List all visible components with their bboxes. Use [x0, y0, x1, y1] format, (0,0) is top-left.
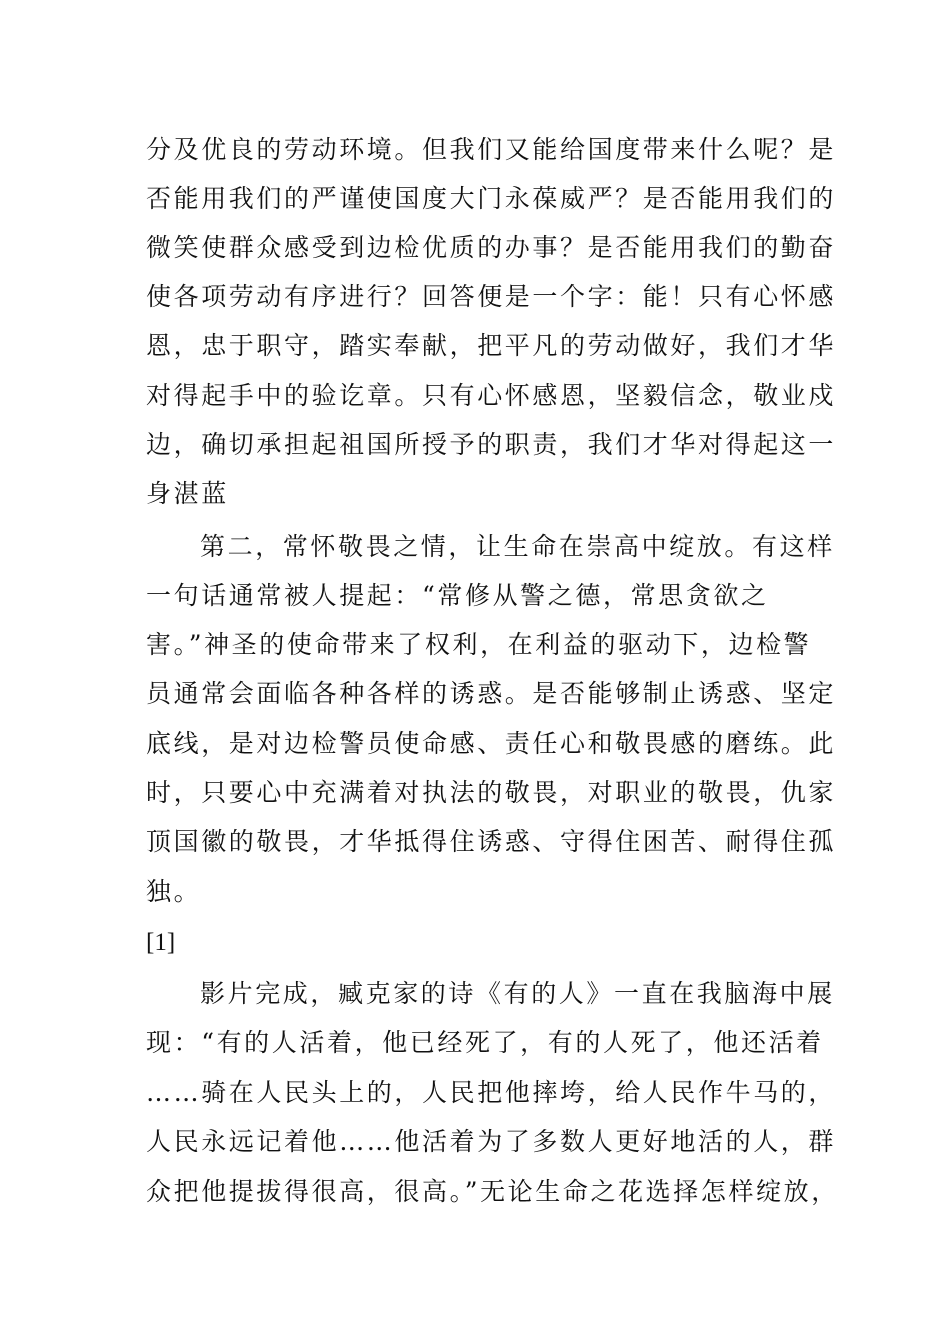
- text-line: 否能用我们的严谨使国度大门永葆威严？是否能用我们的: [146, 184, 837, 213]
- text-line: 顶国徽的敬畏，才华抵得住诱惑、守得住困苦、耐得住孤: [146, 827, 837, 856]
- text-line: 人民永远记着他……他活着为了多数人更好地活的人，群: [146, 1127, 837, 1156]
- text-line: 身湛蓝: [146, 479, 229, 508]
- text-line: 众把他提拔得很高，很高。”无论生命之花选择怎样绽放，: [146, 1177, 839, 1206]
- text-line: 现：“有的人活着，他已经死了，有的人死了，他还活着: [146, 1028, 824, 1057]
- text-line: 害。”神圣的使命带来了权利，在利益的驱动下，边检警: [146, 630, 812, 659]
- paragraph-first-line: 影片完成，臧克家的诗《有的人》一直在我脑海中展: [200, 979, 835, 1008]
- text-line: 时，只要心中充满着对执法的敬畏，对职业的敬畏，仇家: [146, 778, 837, 807]
- text-line: 对得起手中的验讫章。只有心怀感恩，坚毅信念，敬业戍: [146, 381, 837, 410]
- text-line: 独。: [146, 877, 202, 906]
- text-line: 底线，是对边检警员使命感、责任心和敬畏感的磨练。此: [146, 729, 837, 758]
- text-line: 一句话通常被人提起：“常修从警之德，常思贪欲之: [146, 581, 769, 610]
- text-line: 员通常会面临各种各样的诱惑。是否能够制止诱惑、坚定: [146, 679, 837, 708]
- text-line: 微笑使群众感受到边检优质的办事？是否能用我们的勤奋: [146, 233, 837, 262]
- text-line: 分及优良的劳动环境。但我们又能给国度带来什么呢？是: [146, 135, 837, 164]
- text-line: 使各项劳动有序进行？回答便是一个字：能！只有心怀感: [146, 282, 837, 311]
- text-line: 边，确切承担起祖国所授予的职责，我们才华对得起这一: [146, 430, 837, 459]
- text-line: ……骑在人民头上的，人民把他摔垮，给人民作牛马的，: [146, 1078, 837, 1107]
- paragraph-first-line: 第二，常怀敬畏之情，让生命在崇高中绽放。有这样: [200, 532, 835, 561]
- text-line: 恩，忠于职守，踏实奉献，把平凡的劳动做好，我们才华: [146, 331, 837, 360]
- reference-marker: [1]: [146, 929, 176, 956]
